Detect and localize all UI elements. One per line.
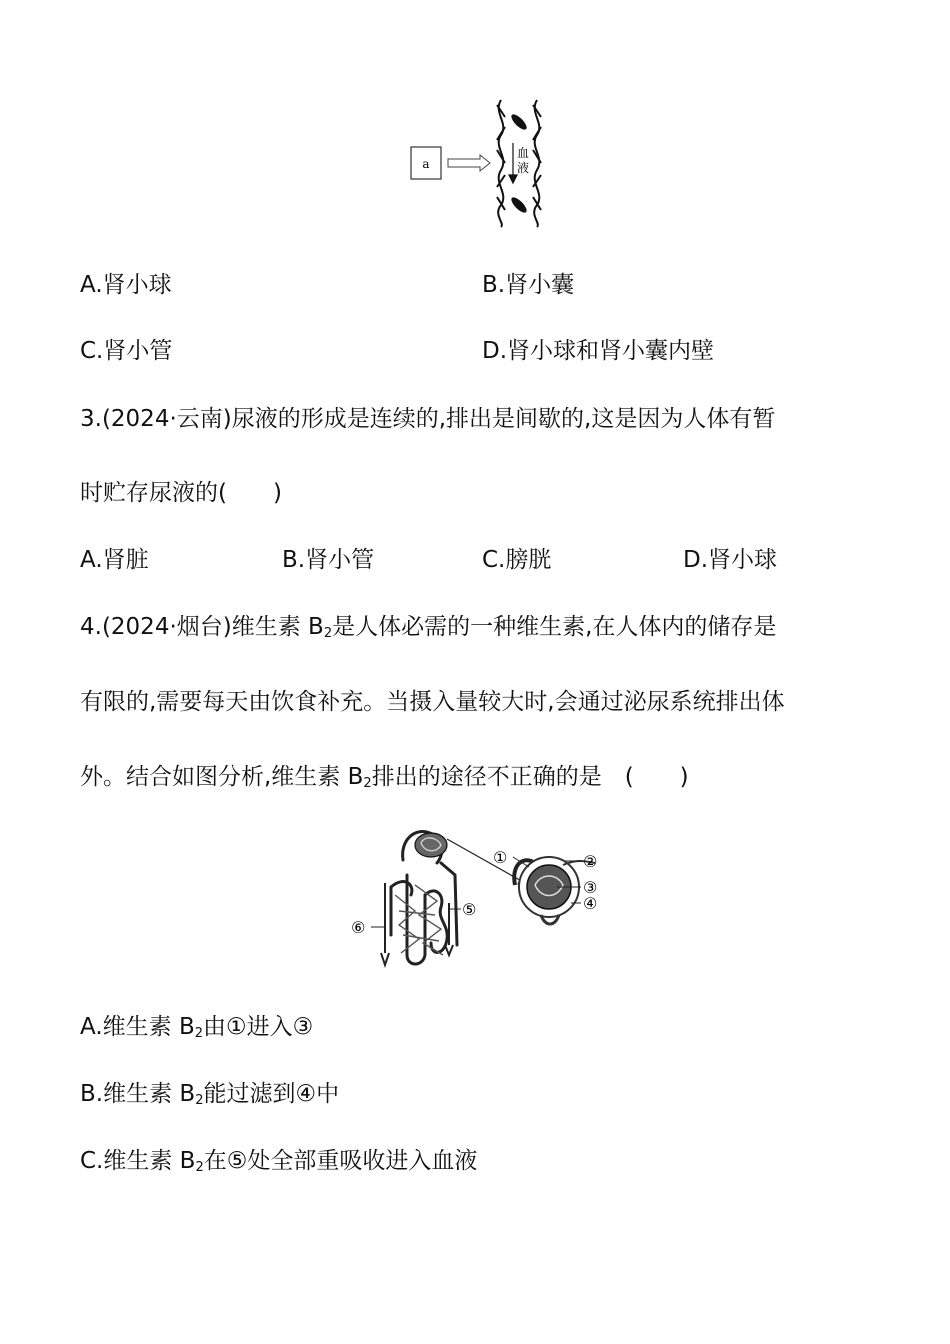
vessel-left-wall	[497, 100, 505, 227]
label-2: ②	[583, 852, 598, 871]
glomerulus-small	[415, 833, 447, 857]
blood-cell	[509, 112, 529, 132]
vessel-right-wall	[533, 100, 541, 227]
q4-stem-line2: 有限的,需要每天由饮食补充。当摄入量较大时,会通过泌尿系统排出体	[80, 689, 785, 715]
label-3: ③	[583, 878, 598, 897]
q4-stem-line1: 4.(2024·烟台)维生素 $B_2$是人体必需的一种维生素,在人体内的储存是	[80, 614, 777, 641]
q3-option-d: D.肾小球	[683, 547, 778, 573]
q2-option-b: B.肾小囊	[482, 272, 575, 298]
q3-option-a: A.肾脏	[80, 547, 149, 573]
q3-stem-line1: 3.(2024·云南)尿液的形成是连续的,排出是间歇的,这是因为人体有暂	[80, 406, 776, 432]
label-5: ⑤	[462, 900, 477, 919]
box-a-label: a	[422, 157, 430, 171]
q2-option-c: C.肾小管	[80, 338, 173, 364]
vessel-text-blood: 血	[517, 146, 530, 160]
capillary-figure	[400, 95, 560, 230]
q4-option-a: A.维生素 $B_2$由①进入③	[80, 1014, 314, 1041]
q4-stem-line3: 外。结合如图分析,维生素 $B_2$排出的途径不正确的是 ( )	[80, 764, 689, 791]
q3-option-c: C.膀胱	[482, 547, 552, 573]
q2-option-d: D.肾小球和肾小囊内壁	[482, 338, 715, 364]
label-1: ①	[493, 848, 508, 867]
q3-option-b: B.肾小管	[282, 547, 375, 573]
flow-arrow	[509, 143, 517, 183]
nephron-figure	[345, 815, 615, 980]
zoom-arrow	[447, 839, 529, 885]
q4-option-b: B.维生素 $B_2$能过滤到④中	[80, 1081, 340, 1108]
q3-stem-line2: 时贮存尿液的( )	[80, 480, 282, 506]
label-6: ⑥	[351, 918, 366, 937]
q4-option-c: C.维生素 $B_2$在⑤处全部重吸收进入血液	[80, 1148, 478, 1175]
q2-option-a: A.肾小球	[80, 272, 172, 298]
blood-cell	[509, 195, 529, 215]
label-4: ④	[583, 894, 598, 913]
vessel-text-liquid: 液	[517, 161, 530, 175]
collecting-duct	[381, 883, 389, 965]
capillary-network	[395, 885, 443, 955]
arrow-to-vessel	[448, 155, 490, 171]
